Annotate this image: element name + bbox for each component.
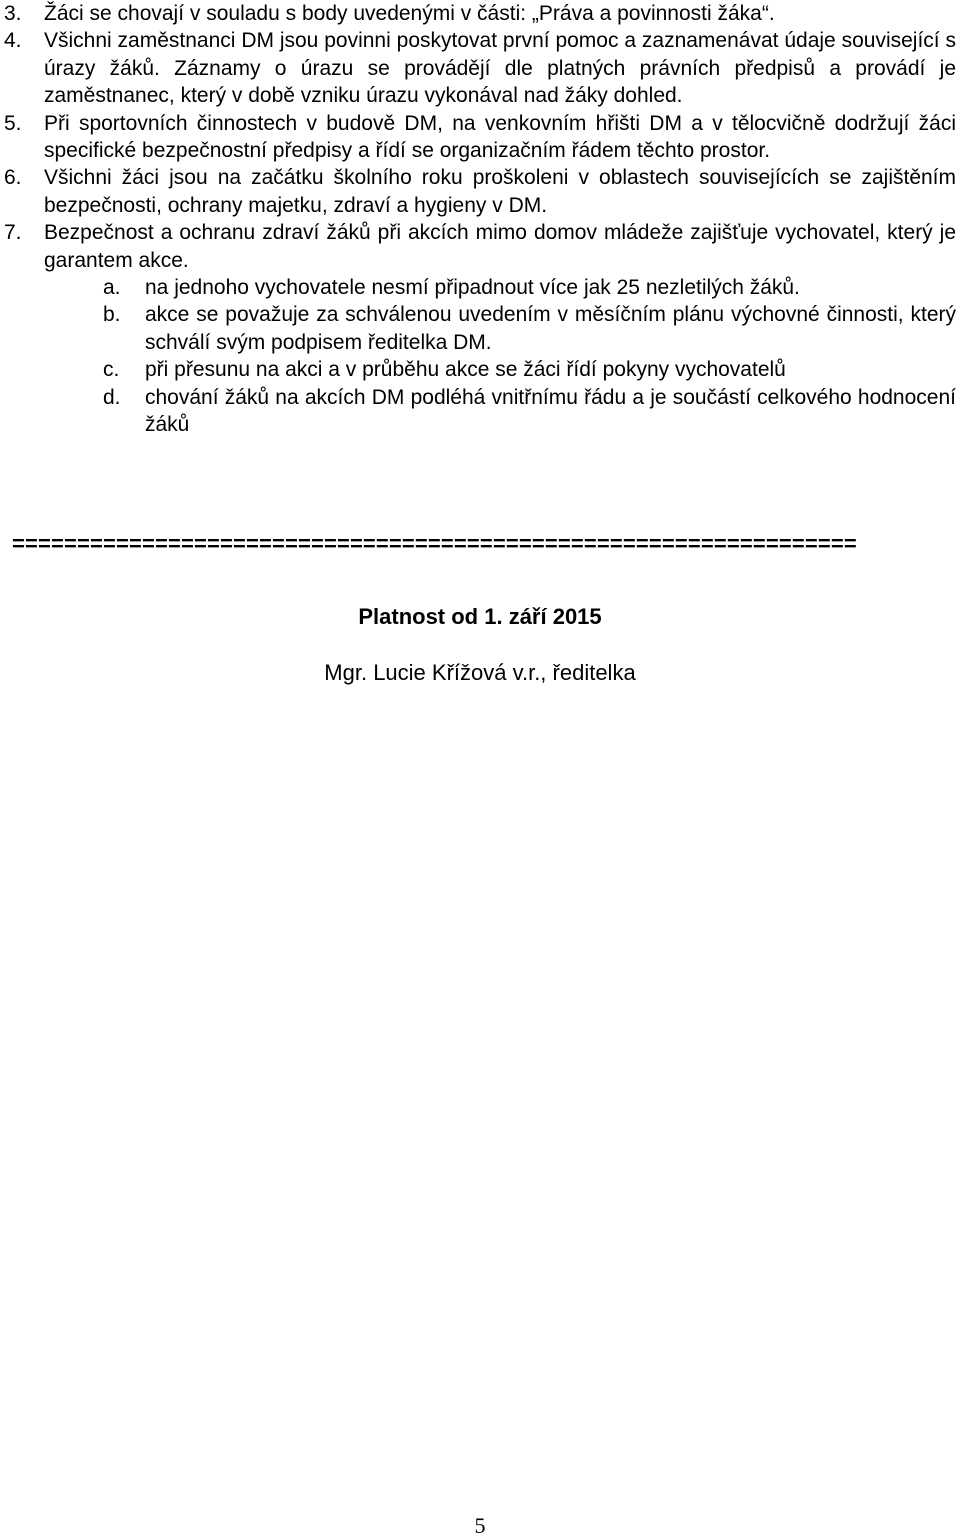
list-item-text: Žáci se chovají v souladu s body uvedenými v části: „Práva a povinnosti žáka“. bbox=[44, 2, 775, 25]
sub-list-item bbox=[0, 384, 960, 439]
sub-list-item-text: akce se považuje za schválenou uvedením v měsíčním plánu výchovné činnosti, který schválí svým podpisem ředitelka DM. bbox=[145, 303, 956, 354]
list-item bbox=[0, 219, 960, 274]
document-page bbox=[0, 0, 960, 439]
separator-line: ================================================================= bbox=[12, 531, 857, 556]
sub-list-item-text: chování žáků na akcích DM podléhá vnitřnímu řádu a je součástí celkového hodnocení žáků bbox=[145, 385, 956, 437]
list-item-number: 4. bbox=[4, 29, 22, 53]
sub-list-item-letter: b. bbox=[103, 303, 121, 327]
sub-list-item bbox=[0, 356, 960, 383]
list-item-text: Všichni žáci jsou na začátku školního roku proškoleni v oblastech souvisejících se zajištěním bezpečnosti, ochrany majetku, zdraví a hygieny v DM. bbox=[44, 166, 956, 217]
sub-list-item-letter: d. bbox=[103, 385, 121, 409]
sub-list-item bbox=[0, 301, 960, 356]
page-number: 5 bbox=[474, 1513, 486, 1538]
list-item-text: Při sportovních činnostech v budově DM, na venkovním hřišti DM a v tělocvičně dodržují žáci specifické bezpečnostní předpisy a řídí se organizačním řádem těchto prostor. bbox=[44, 111, 956, 163]
sub-list-item-letter: c. bbox=[103, 358, 120, 382]
list-item-number: 7. bbox=[4, 221, 22, 245]
list-item-number: 5. bbox=[4, 111, 22, 135]
list-item-number: 3. bbox=[4, 2, 22, 25]
sub-list-item-letter: a. bbox=[103, 276, 121, 300]
list-item bbox=[0, 110, 960, 165]
signature-line: Mgr. Lucie Křížová v.r., ředitelka bbox=[324, 660, 636, 685]
sub-list-item bbox=[0, 274, 960, 301]
list-item bbox=[0, 0, 960, 27]
list-item bbox=[0, 27, 960, 109]
list-item-text: Všichni zaměstnanci DM jsou povinni poskytovat první pomoc a zaznamenávat údaje související s úrazy žáků. Záznamy o úrazu se provádějí dle platných právních předpisů a provádí je zaměstnanec, který v době vzniku úrazu vykonával nad žáky dohled. bbox=[44, 29, 956, 108]
sub-list-item-text: na jednoho vychovatele nesmí připadnout více jak 25 nezletilých žáků. bbox=[145, 276, 800, 300]
list-item-text: Bezpečnost a ochranu zdraví žáků při akcích mimo domov mládeže zajišťuje vychovatel, který je garantem akce. bbox=[44, 221, 956, 272]
list-item-number: 6. bbox=[4, 166, 22, 190]
list-item bbox=[0, 164, 960, 219]
validity-date: Platnost od 1. září 2015 bbox=[358, 604, 602, 629]
sub-list-item-text: při přesunu na akci a v průběhu akce se žáci řídí pokyny vychovatelů bbox=[145, 358, 786, 382]
